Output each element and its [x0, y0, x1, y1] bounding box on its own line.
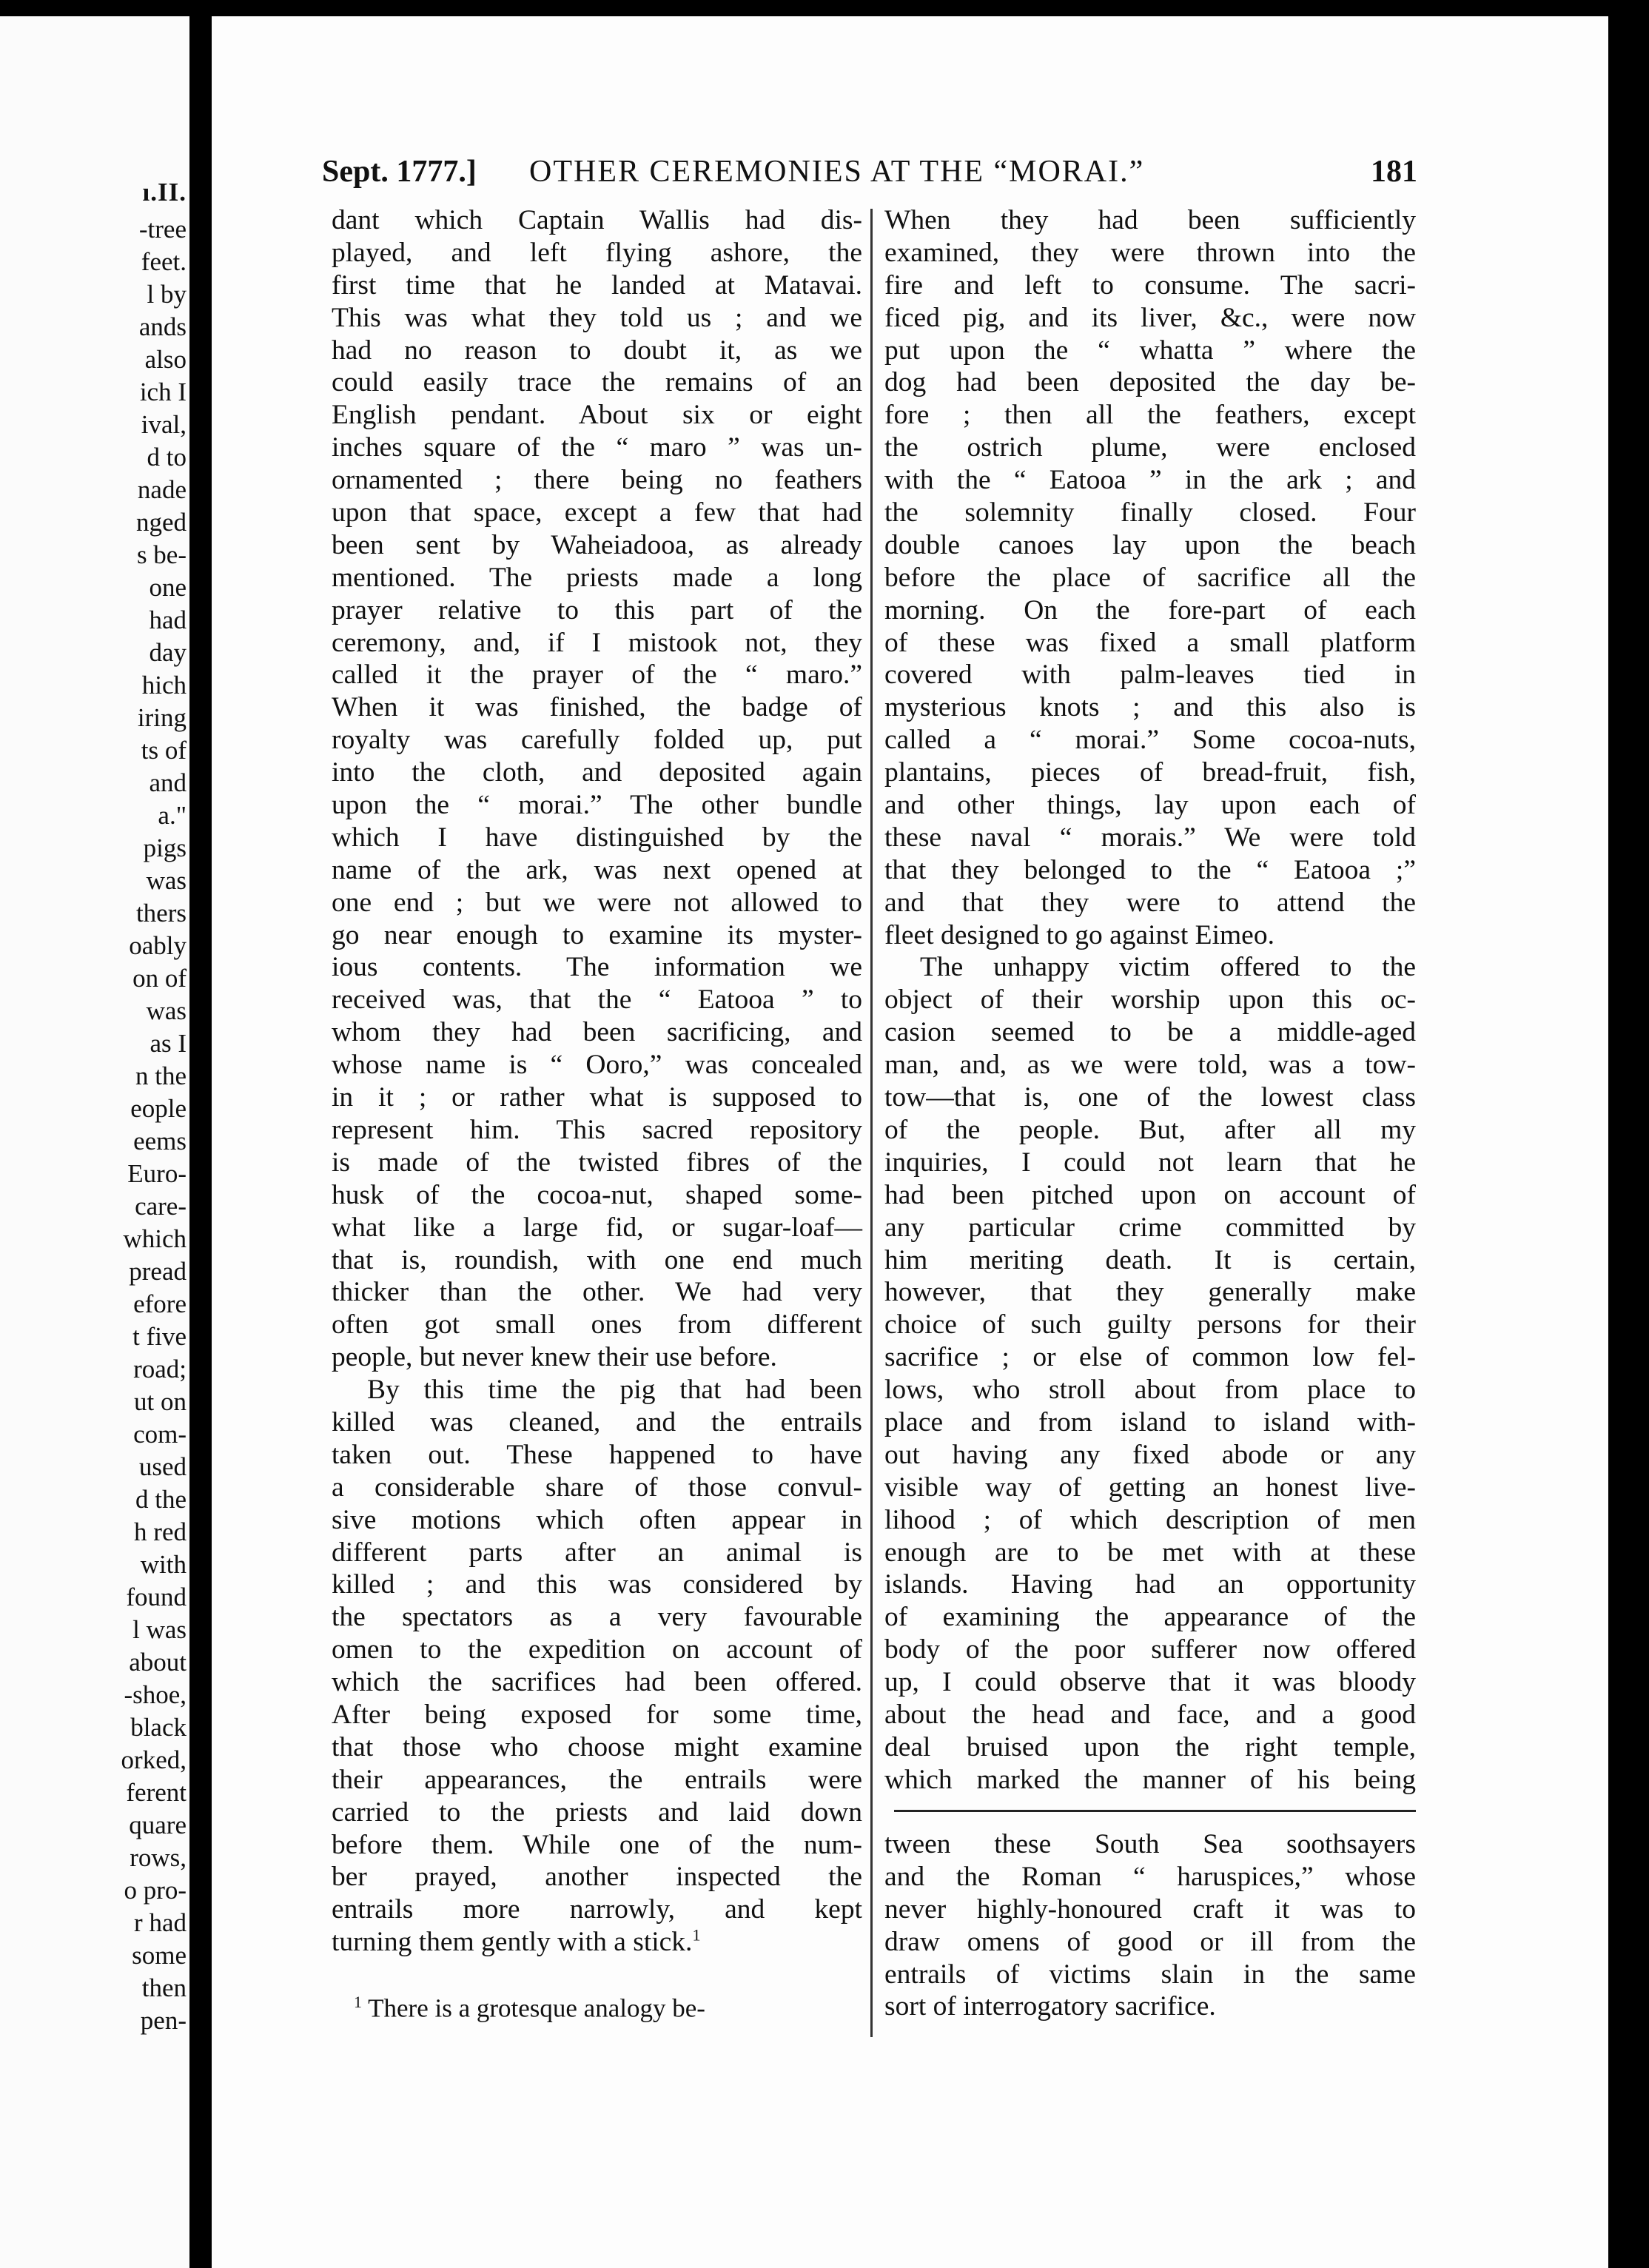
facing-page-line: thers: [135, 899, 187, 927]
text-line: before them. While one of the num-: [332, 1829, 862, 1860]
text-line: inches square of the “ maro ” was un-: [332, 432, 862, 463]
facing-page-line: was: [146, 866, 187, 895]
text-line: fleet designed to go against Eimeo.: [884, 919, 1274, 950]
text-line: been sent by Waheiadooa, as already: [332, 529, 862, 560]
running-head: [322, 154, 1417, 194]
text-line: prayer relative to this part of the: [332, 594, 862, 625]
text-line: carried to the priests and laid down: [332, 1796, 862, 1828]
facing-page-line: hich: [141, 671, 187, 699]
text-line: name of the ark, was next opened at: [332, 854, 862, 885]
facing-page-line: pen-: [140, 2006, 187, 2035]
page-number: 181: [1371, 155, 1417, 189]
text-line: the ostrich plume, were enclosed: [884, 432, 1416, 463]
text-line: When they had been sufficiently: [884, 205, 1416, 235]
text-line: of these was fixed a small platform: [884, 627, 1416, 658]
facing-page-line: a.": [158, 801, 187, 830]
text-line: lows, who stroll about from place to: [884, 1375, 1416, 1406]
text-line: After being exposed for some time,: [332, 1699, 862, 1730]
text-line: which marked the manner of his being: [884, 1764, 1416, 1795]
text-line: dant which Captain Wallis had dis-: [332, 205, 862, 235]
text-line: covered with palm-leaves tied in: [884, 660, 1416, 691]
facing-page-line: pigs: [143, 833, 187, 862]
facing-page-line: l was: [132, 1615, 187, 1644]
text-line: that they belonged to the “ Eatooa ;”: [884, 854, 1416, 885]
text-line: and the Roman “ haruspices,” whose: [884, 1861, 1416, 1892]
right-text-column: [884, 204, 1416, 1796]
text-line: ber prayed, another inspected the: [332, 1862, 862, 1893]
text-line: up, I could observe that it was bloody: [884, 1667, 1416, 1698]
facing-page-line: ferent: [126, 1778, 187, 1807]
facing-page-line: as I: [150, 1029, 187, 1058]
facing-page-line: with: [140, 1550, 187, 1579]
text-line: ornamented ; there being no feathers: [332, 465, 862, 496]
text-line: By this time the pig that had been: [367, 1375, 862, 1406]
text-line: whom they had been sacrificing, and: [332, 1017, 862, 1048]
facing-page-line: com-: [133, 1420, 187, 1449]
text-line: draw omens of good or ill from the: [884, 1926, 1416, 1957]
text-line: lihood ; of which description of men: [884, 1504, 1416, 1535]
text-line: first time that he landed at Matavai.: [332, 269, 862, 301]
facing-page-line: used: [138, 1452, 187, 1481]
text-line: body of the poor sufferer now offered: [884, 1634, 1416, 1665]
text-line: their appearances, the entrails were: [332, 1764, 862, 1795]
text-line: had no reason to doubt it, as we: [332, 335, 862, 366]
facing-page-line: ut on: [134, 1387, 187, 1416]
text-line: taken out. These happened to have: [332, 1439, 862, 1470]
text-line: man, and, as we were told, was a tow-: [884, 1050, 1416, 1081]
text-line: royalty was carefully folded up, put: [332, 725, 862, 756]
footnote-reference: 1: [692, 1925, 701, 1945]
text-line: out having any fixed abode or any: [884, 1439, 1416, 1470]
text-line: which the sacrifices had been offered.: [332, 1667, 862, 1698]
facing-page-line: s be-: [136, 540, 187, 569]
facing-page-line: l by: [147, 280, 187, 309]
footnote-rule: [894, 1810, 1416, 1812]
facing-page-line: orked,: [121, 1745, 187, 1774]
text-line: double canoes lay upon the beach: [884, 529, 1416, 560]
text-line: and other things, lay upon each of: [884, 790, 1416, 821]
text-line: mysterious knots ; and this also is: [884, 692, 1416, 723]
text-line: examined, they were thrown into the: [884, 237, 1416, 268]
facing-page-line: quare: [129, 1811, 187, 1839]
facing-page-line: black: [130, 1713, 187, 1742]
facing-page-line: n the: [135, 1061, 187, 1090]
facing-page-line: nged: [135, 508, 187, 537]
text-line: a considerable share of those convul-: [332, 1472, 862, 1503]
facing-page-line: t five: [132, 1322, 187, 1351]
text-line: however, that they generally make: [884, 1277, 1416, 1308]
text-line: deal bruised upon the right temple,: [884, 1731, 1416, 1762]
text-line: enough are to be met with at these: [884, 1537, 1416, 1568]
text-line: tween these South Sea soothsayers: [884, 1829, 1416, 1859]
text-line: often got small ones from different: [332, 1309, 862, 1341]
facing-page-line: found: [126, 1583, 187, 1611]
facing-page-line: also: [144, 345, 187, 374]
facing-page-line: pread: [129, 1257, 187, 1286]
text-line: killed was cleaned, and the entrails: [332, 1406, 862, 1437]
facing-page-line: eople: [130, 1094, 187, 1123]
facing-page-line: d the: [135, 1485, 187, 1514]
text-line: The unhappy victim offered to the: [920, 952, 1416, 983]
facing-page-line: d to: [147, 443, 187, 472]
text-line: with the “ Eatooa ” in the ark ; and: [884, 465, 1416, 496]
facing-page-line: road;: [133, 1355, 187, 1383]
facing-page-fragment: [0, 16, 189, 2268]
facing-page-line: rows,: [130, 1843, 187, 1872]
text-line: the spectators as a very favourable: [332, 1602, 862, 1633]
text-line: whose name is “ Ooro,” was concealed: [332, 1050, 862, 1081]
text-line: could easily trace the remains of an: [332, 367, 862, 398]
text-line: husk of the cocoa-nut, shaped some-: [332, 1179, 862, 1210]
text-line: any particular crime committed by: [884, 1212, 1416, 1243]
text-line: omen to the expedition on account of: [332, 1634, 862, 1665]
text-line: called it the prayer of the “ maro.”: [332, 660, 862, 691]
text-line: islands. Having had an opportunity: [884, 1569, 1416, 1600]
scan-border-right: [1608, 0, 1649, 2268]
text-line: played, and left flying ashore, the: [332, 237, 862, 268]
text-line: represent him. This sacred repository: [332, 1114, 862, 1145]
text-line: and that they were to attend the: [884, 887, 1416, 918]
facing-page-line: h red: [134, 1517, 187, 1546]
facing-page-line: day: [149, 638, 187, 667]
text-line: the solemnity finally closed. Four: [884, 497, 1416, 529]
text-line: killed ; and this was considered by: [332, 1569, 862, 1600]
facing-page-line: ich I: [139, 378, 187, 406]
text-line: thicker than the other. We had very: [332, 1277, 862, 1308]
scan-border-top: [0, 0, 1649, 16]
text-line: ious contents. The information we: [332, 952, 862, 983]
facing-page-text: [1, 176, 187, 2037]
text-line: ceremony, and, if I mistook not, they: [332, 627, 862, 658]
text-line: turning them gently with a stick.$^1$: [332, 1925, 701, 1958]
text-line: called a “ morai.” Some cocoa-nuts,: [884, 725, 1416, 756]
facing-page-line: some: [132, 1941, 187, 1970]
text-line: of examining the appearance of the: [884, 1602, 1416, 1633]
text-line: visible way of getting an honest live-: [884, 1472, 1416, 1503]
text-line: received was, that the “ Eatooa ” to: [332, 984, 862, 1016]
text-line: go near enough to examine its myster-: [332, 919, 862, 950]
facing-page-line: -shoe,: [124, 1680, 187, 1709]
text-line: entrails more narrowly, and kept: [332, 1894, 862, 1925]
text-line: upon that space, except a few that had: [332, 497, 862, 529]
text-line: that is, roundish, with one end much: [332, 1244, 862, 1275]
text-line: before the place of sacrifice all the: [884, 562, 1416, 593]
facing-page-line: efore: [133, 1289, 187, 1318]
text-line: place and from island to island with-: [884, 1406, 1416, 1437]
text-line: that those who choose might examine: [332, 1731, 862, 1762]
facing-page-line: r had: [134, 1908, 187, 1937]
facing-page-line: ands: [138, 312, 187, 341]
footnote-text: There is a grotesque analogy be-: [368, 1993, 705, 2023]
text-line: sive motions which often appear in: [332, 1504, 862, 1535]
text-line: of the people. But, after all my: [884, 1114, 1416, 1145]
text-line: about the head and face, and a good: [884, 1699, 1416, 1730]
text-line: had been pitched upon on account of: [884, 1179, 1416, 1210]
text-line: morning. On the fore-part of each: [884, 594, 1416, 625]
facing-page-line: o pro-: [124, 1876, 187, 1905]
text-line: is made of the twisted fibres of the: [332, 1147, 862, 1178]
text-line: what like a large fid, or sugar-loaf—: [332, 1212, 862, 1243]
running-head-date: Sept. 1777.]: [322, 155, 477, 189]
text-line: fire and left to consume. The sacri-: [884, 269, 1416, 301]
text-line: object of their worship upon this oc-: [884, 984, 1416, 1016]
text-line: entrails of victims slain in the same: [884, 1959, 1416, 1990]
footnote-start: [354, 1993, 864, 2024]
text-line: upon the “ morai.” The other bundle: [332, 790, 862, 821]
text-line: into the cloth, and deposited again: [332, 757, 862, 788]
text-line: ficed pig, and its liver, &c., were now: [884, 302, 1416, 333]
text-line: inquiries, I could not learn that he: [884, 1147, 1416, 1178]
facing-page-line: on of: [132, 964, 187, 993]
facing-page-line: oably: [129, 931, 187, 960]
column-divider: [870, 209, 873, 2037]
footnote-marker: 1: [354, 1993, 362, 2011]
text-line: This was what they told us ; and we: [332, 302, 862, 333]
text-line: tow—that is, one of the lowest class: [884, 1082, 1416, 1113]
facing-page-line: which: [123, 1224, 187, 1253]
text-line: sort of interrogatory sacrifice.: [884, 1991, 1216, 2022]
text-line: in it ; or rather what is supposed to: [332, 1082, 862, 1113]
text-line: put upon the “ whatta ” where the: [884, 335, 1416, 366]
facing-page-line: ival,: [141, 410, 187, 439]
footnote-continuation: [884, 1828, 1416, 2023]
text-line: casion seemed to be a middle-aged: [884, 1017, 1416, 1048]
text-line: one end ; but we were not allowed to: [332, 887, 862, 918]
text-line: which I have distinguished by the: [332, 822, 862, 853]
left-text-column: [332, 204, 862, 1959]
facing-page-line: was: [146, 996, 187, 1025]
facing-page-line: Euro-: [127, 1159, 187, 1188]
text-line: different parts after an animal is: [332, 1537, 862, 1568]
text-line: plantains, pieces of bread-fruit, fish,: [884, 757, 1416, 788]
text-line: mentioned. The priests made a long: [332, 562, 862, 593]
text-line: sacrifice ; or else of common low fel-: [884, 1342, 1416, 1373]
facing-page-line: had: [149, 605, 187, 634]
facing-page-line: nade: [137, 475, 187, 504]
facing-page-line: about: [129, 1648, 187, 1677]
facing-page-header: ı.II.: [142, 178, 187, 207]
facing-page-line: -tree: [138, 215, 187, 244]
text-line: When it was finished, the badge of: [332, 692, 862, 723]
text-line: these naval “ morais.” We were told: [884, 822, 1416, 853]
facing-page-line: ts of: [141, 736, 187, 765]
text-line: fore ; then all the feathers, except: [884, 400, 1416, 431]
facing-page-line: and: [149, 768, 187, 797]
facing-page-line: eems: [133, 1127, 187, 1155]
text-line: people, but never knew their use before.: [332, 1342, 777, 1373]
facing-page-line: care-: [135, 1192, 187, 1221]
book-gutter: [189, 0, 212, 2268]
text-line: English pendant. About six or eight: [332, 400, 862, 431]
text-line: choice of such guilty persons for their: [884, 1309, 1416, 1341]
text-line: him meriting death. It is certain,: [884, 1244, 1416, 1275]
facing-page-line: then: [141, 1973, 187, 2002]
facing-page-line: iring: [137, 703, 187, 732]
text-line: never highly-honoured craft it was to: [884, 1893, 1416, 1925]
running-head-title: OTHER CEREMONIES AT THE “MORAI.”: [529, 155, 1145, 189]
facing-page-line: feet.: [141, 247, 187, 276]
text-line: dog had been deposited the day be-: [884, 367, 1416, 398]
facing-page-line: one: [149, 573, 187, 602]
